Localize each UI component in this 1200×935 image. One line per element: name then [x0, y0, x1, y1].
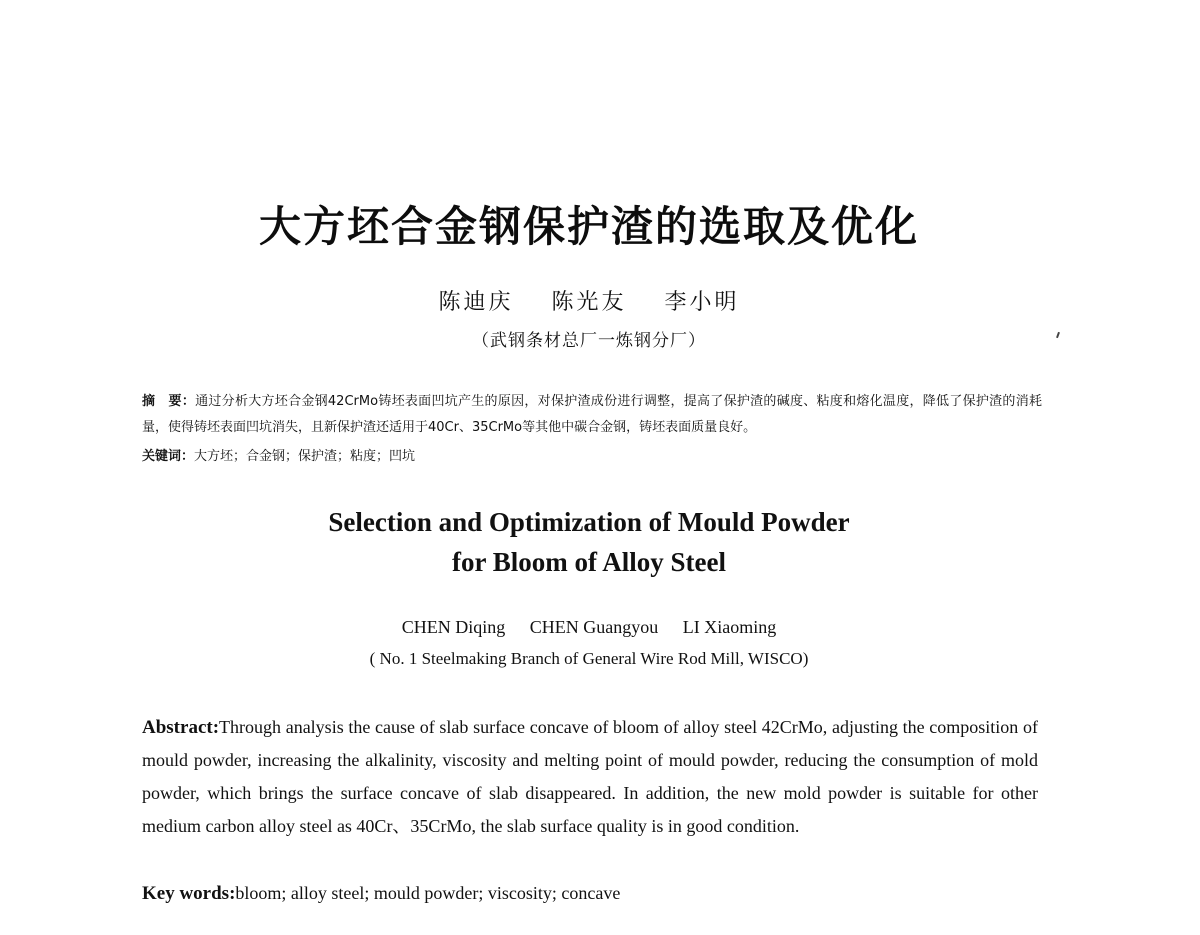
english-abstract: [142, 711, 1038, 843]
chinese-authors: [0, 285, 1178, 316]
chinese-abstract: [142, 389, 1042, 441]
english-title-line-2: for Bloom of Alloy Steel: [452, 547, 726, 577]
english-title-line-1: Selection and Optimization of Mould Powder: [328, 507, 850, 537]
english-abstract-text: Through analysis the cause of slab surface concave of bloom of alloy steel 42CrMo, adjusting the composition of mould powder, increasing the alkalinity, viscosity and melting point of mould powder, reducing the consumption of mold powder, which brings the surface concave of slab disappeared. In addition, the new mold powder is suitable for other medium carbon alloy steel as 40Cr、35CrMo, the slab surface quality is in good condition.: [142, 717, 1038, 836]
chinese-abstract-label: 摘 要：: [142, 394, 196, 409]
english-authors: [0, 617, 1178, 638]
chinese-author: 李小明: [664, 290, 740, 315]
english-title: [0, 502, 1178, 582]
chinese-abstract-text: 通过分析大方坯合金钢42CrMo铸坯表面凹坑产生的原因，对保护渣成份进行调整，提高了保护渣的碱度、粘度和熔化温度，降低了保护渣的消耗量，使得铸坯表面凹坑消失，且新保护渣还适用于40Cr、35CrMo等其他中碳合金钢，铸坯表面质量良好。: [142, 394, 1042, 435]
chinese-affiliation: （武钢条材总厂一炼钢分厂）: [472, 331, 706, 351]
chinese-keywords-label: 关键词：: [142, 449, 195, 464]
english-affiliation: ( No. 1 Steelmaking Branch of General Wire Rod Mill, WISCO): [369, 649, 809, 668]
english-author: CHEN Guangyou: [529, 617, 659, 637]
chinese-title: 大方坯合金钢保护渣的选取及优化: [258, 202, 919, 251]
english-keywords: [142, 877, 1038, 910]
chinese-keywords-text: 大方坯；合金钢；保护渣；粘度；凹坑: [194, 449, 416, 464]
english-abstract-label: Abstract:: [142, 717, 220, 738]
english-keywords-text: bloom; alloy steel; mould powder; viscosity; concave: [235, 883, 621, 903]
chinese-keywords: [142, 444, 1042, 470]
english-author: CHEN Diqing: [401, 617, 506, 637]
english-keywords-label: Key words:: [142, 883, 236, 904]
english-author: LI Xiaoming: [682, 617, 777, 637]
chinese-author: 陈光友: [551, 290, 627, 315]
chinese-author: 陈迪庆: [438, 290, 514, 315]
